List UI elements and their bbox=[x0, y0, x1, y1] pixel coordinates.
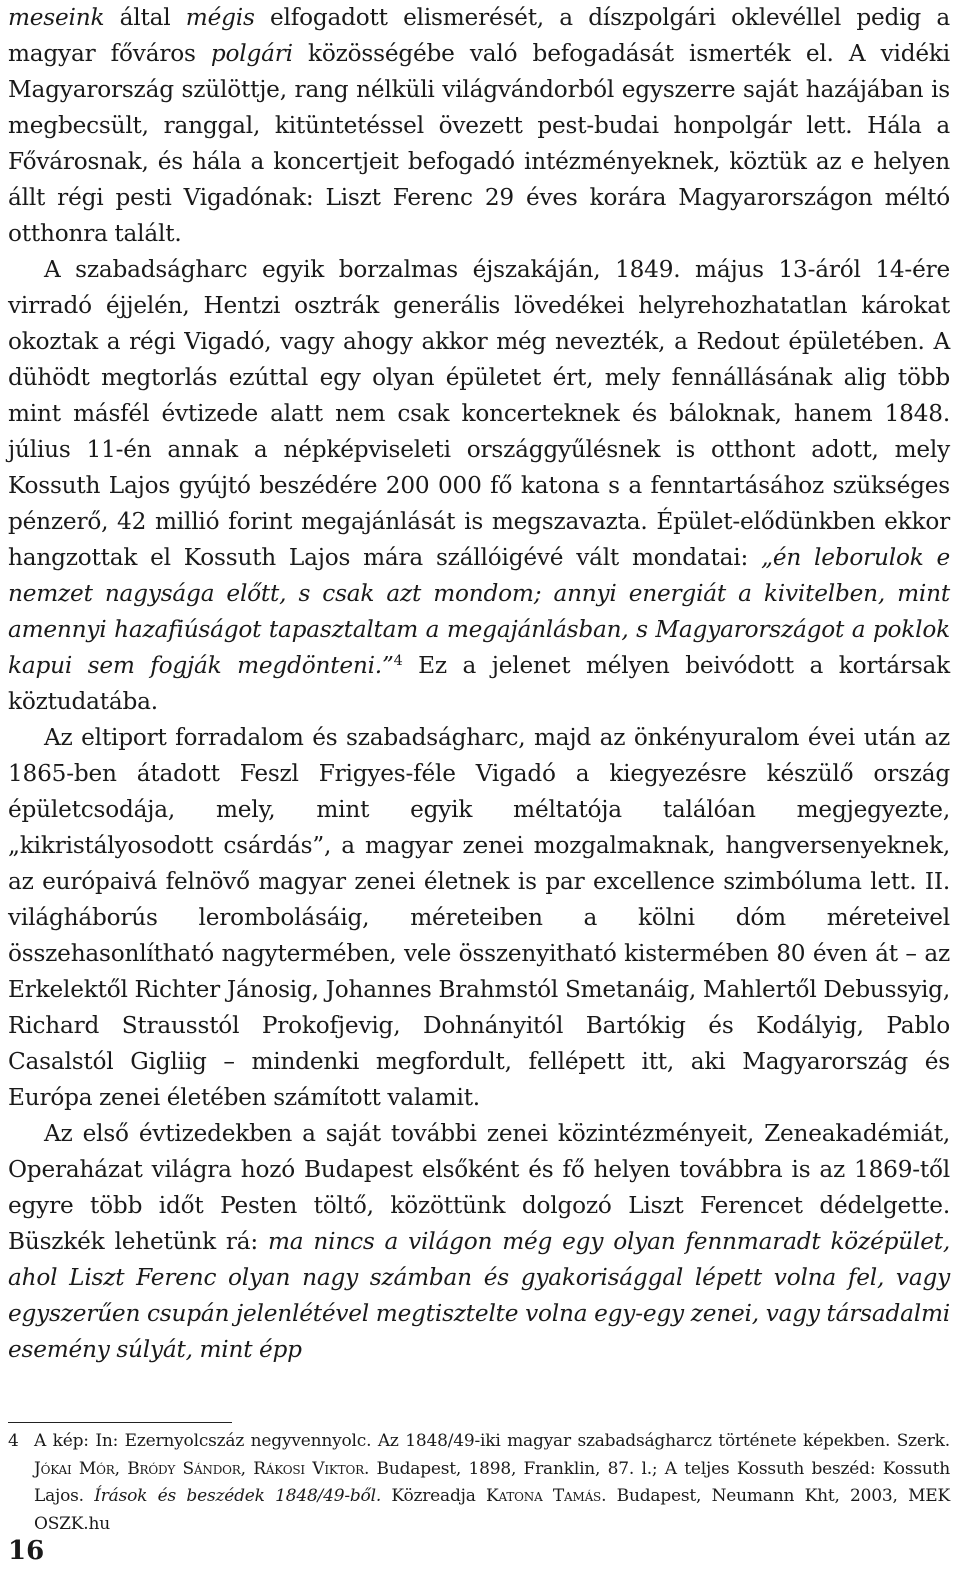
author-name: Rákosi Viktor bbox=[253, 1458, 364, 1479]
text-run: , bbox=[114, 1458, 128, 1479]
text-run: Az első évtizedekben a saját további zenei közintézményeit, Zeneakadémiát, Operaházat világra hozó Budapest elsőként és fő helyen továbbra is az 1869-től egyre több időt Pesten töltő, közöttünk dolgozó Liszt Ferencet dédelgette. Büszkék lehetünk rá: bbox=[8, 1120, 950, 1255]
text-run: Ez a jelenet mélyen beivódott a kortársak köztudatába. bbox=[8, 652, 951, 715]
italic-text: mégis bbox=[185, 4, 255, 31]
footnotes bbox=[8, 1428, 950, 1538]
text-run: Az eltiport forradalom és szabadságharc, majd az önkényuralom évei után az 1865-ben átadott Feszl Frigyes-féle Vigadó a kiegyezésre készülő ország épületcsodája, mely, mint egyik méltatója találóan megjegyezte, „kikristályosodott csárdás”, a magyar zenei mozgalmaknak, hangversenyeknek, az európaivá felnövő magyar zenei életnek is par excellence szimbóluma lett. II. világháborús lerombolásáig, méreteiben a kölni dóm méreteivel összehasonlítható nagytermében, vele összenyitható kistermében 80 éven át – az Erkelektől Richter Jánosig, Johannes Brahmstól Smetanáig, Mahlertől Debussyig, Richard Strausstól Prokofjevig, Dohnányitól Bartókig és Kodályig, Pablo Casalstól Gigliig – mindenki megfordult, fellépett itt, aki Magyarország és Európa zenei életében számított valamit. bbox=[8, 724, 950, 1111]
text-run: elfogadott elismerését, a díszpolgári oklevéllel pedig a magyar főváros bbox=[8, 4, 951, 67]
italic-text: polgári bbox=[210, 40, 293, 67]
italic-text: Írások és beszédek 1848/49-ből. bbox=[94, 1486, 382, 1506]
text-run: A kép: In: Ezernyolcszáz negyvennyolc. Az 1848/49-iki magyar szabadságharcz története képekben. Szerk. bbox=[34, 1431, 950, 1451]
text-run: . Budapest, Neumann Kht, 2003, MEK OSZK.hu bbox=[34, 1486, 951, 1534]
text-run: A szabadságharc egyik borzalmas éjszakáján, 1849. május 13-áról 14-ére virradó éjjelén, Hentzi osztrák generális lövedékei helyrehozhatatlan károkat okoztak a régi Vigadó, vagy ahogy akkor még nevezték, a Redout épületében. A dühödt megtorlás ezúttal egy olyan épületet ért, mely fennállásának alig több mint másfél évtizede alatt nem csak koncerteknek és báloknak, hanem 1848. július 11-én annak a népképviseleti országgyűlésnek is otthont adott, mely Kossuth Lajos gyújtó beszédére 200 000 fő katona s a fenntartásához szükséges pénzerő, 42 millió forint megajánlását is megszavazta. Épület-elődünkben ekkor hangzottak el Kossuth Lajos mára szállóigévé vált mondatai: bbox=[8, 256, 950, 571]
page-body bbox=[8, 0, 950, 1368]
author-name: Bródy Sándor bbox=[127, 1458, 241, 1479]
main-text bbox=[8, 0, 950, 1368]
footnote-text bbox=[34, 1428, 950, 1538]
text-run: által bbox=[104, 4, 186, 31]
footnote-number: 4 bbox=[8, 1431, 19, 1451]
paragraph-4 bbox=[8, 1116, 950, 1368]
author-name: Katona Tamás bbox=[486, 1486, 602, 1506]
paragraph-1 bbox=[8, 0, 950, 252]
paragraph-2 bbox=[8, 252, 950, 720]
text-run: közösségébe való befogadását ismerték el. A vidéki Magyarország szülöttje, rang nélküli világvándorból egyszerre saját hazájában is megbecsült, ranggal, kitüntetéssel övezett pest-budai honpolgár lett. Hála a Fővárosnak, és hála a koncertjeit befogadó intézményeknek, köztük az e helyen állt régi pesti Vigadónak: Liszt Ferenc 29 éves korára Magyarországon méltó otthonra talált. bbox=[8, 40, 950, 247]
page-number: 16 bbox=[8, 1536, 45, 1566]
italic-text: meseink bbox=[8, 4, 105, 31]
text-run: , bbox=[240, 1458, 254, 1479]
text-run: . Budapest, 1898, Franklin, 87. l.; A teljes Kossuth beszéd: Kossuth Lajos. bbox=[34, 1458, 950, 1506]
paragraph-3 bbox=[8, 720, 950, 1116]
italic-text: ma nincs a világon még egy olyan fennmaradt középület, ahol Liszt Ferenc olyan nagy számban és gyakorisággal lépett volna fel, vagy egyszerűen csupán jelenlétével megtisztelte volna egy-egy zenei, vagy társadalmi esemény súlyát, mint épp bbox=[8, 1228, 951, 1363]
text-run: Közreadja bbox=[381, 1486, 487, 1506]
author-name: Jókai Mór bbox=[34, 1458, 115, 1479]
footnote-ref: 4 bbox=[393, 653, 403, 670]
italic-text: „én leborulok e nemzet nagysága előtt, s csak azt mondom; annyi energiát a kivitelben, mint amennyi hazafiúságot tapasztaltam a megajánlásban, s Magyarországot a poklok kapui sem fogják megdönteni.” bbox=[8, 544, 950, 679]
footnote-divider bbox=[8, 1422, 232, 1423]
footnote-4 bbox=[8, 1428, 950, 1538]
